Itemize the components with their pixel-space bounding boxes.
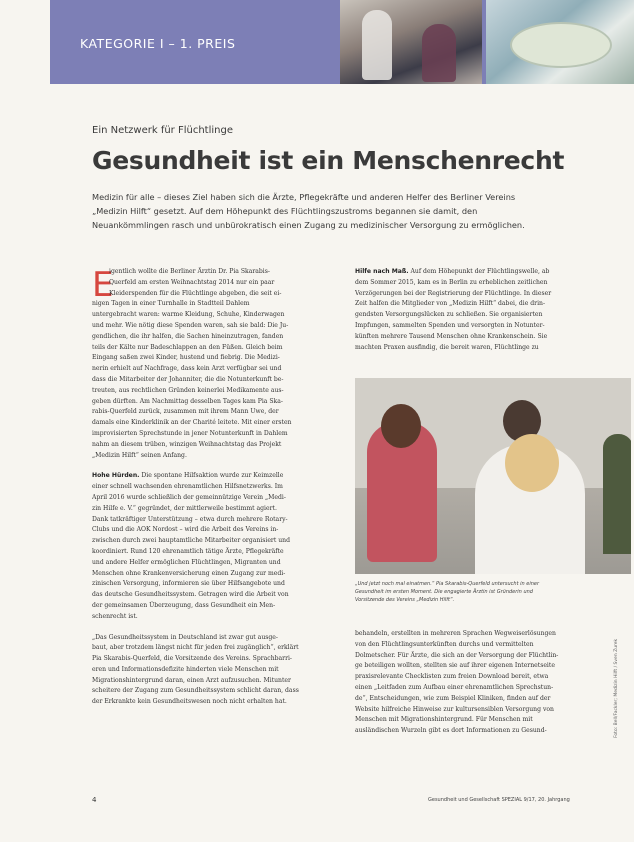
body-line: geben dürften. Am Nachmittag desselben Tages kam Pia Ska- bbox=[92, 397, 283, 405]
photo-second-boy bbox=[603, 434, 631, 554]
body-line: dass die Mitarbeiter der Johanniter, die die Notunterkunft be- bbox=[92, 375, 284, 383]
photo-credit: Foto: Bell/Fackler; Medizin Hilft / Sven Zurek bbox=[614, 638, 619, 738]
body-line: das deutsche Gesundheitssystem. Getragen wird die Arbeit von bbox=[92, 591, 289, 599]
body-line: Impfungen, sammelten Spenden und versorgten in Notunter- bbox=[355, 321, 545, 329]
header-photo-figure bbox=[362, 10, 392, 80]
body-line: zwischen durch zwei hauptamtliche Mitarbeiter organisiert und bbox=[92, 537, 290, 545]
caption-line: Vorsitzende des Vereins „Medizin Hilft“. bbox=[355, 597, 455, 603]
photo-child-head bbox=[381, 404, 421, 448]
body-line: baut, aber trotzdem längst nicht für jeden frei zugänglich“, erklärt bbox=[92, 644, 299, 652]
page-number: 4 bbox=[92, 796, 97, 804]
body-line: Dank tatkräftiger Unterstützung – etwa durch mehrere Rotary- bbox=[92, 515, 288, 523]
body-line: ge beteiligen wollten, stellten sie auf ihrer eigenen Internetseite bbox=[355, 662, 555, 670]
body-line: und mehr. Wie nötig diese Spenden waren, sah sie bald: Die Ju- bbox=[92, 321, 289, 329]
intro-line: „Medizin Hilft“ gesetzt. Auf dem Höhepunkt des Flüchtlingszustroms begannen sie damit, den bbox=[92, 206, 478, 216]
body-line: Menschen ohne Krankenversicherung einen Zugang zur medi- bbox=[92, 569, 286, 577]
body-line: dem Sommer 2015, kam es in Berlin zu erheblichen zeitlichen bbox=[355, 278, 548, 286]
right-column-bottom bbox=[355, 629, 605, 737]
body-line: eren und Informationsdefizite hinderten viele Menschen mit bbox=[92, 665, 279, 673]
body-line: Clubs und die AOK Nordost – wird die Arbeit des Vereins in- bbox=[92, 526, 279, 534]
body-line: Dolmetscher. Für Ärzte, die sich an der Versorgung der Flüchtlin- bbox=[355, 651, 559, 659]
body-line: teils der Kälte nur Badeschlappen an den Füßen. Gleich beim bbox=[92, 343, 283, 351]
body-line: „Das Gesundheitssystem in Deutschland ist zwar gut ausge- bbox=[92, 633, 278, 641]
body-line: Migrationshintergrund daran, einen Arzt aufzusuchen. Mitunter bbox=[92, 676, 291, 684]
body-line: der Erkrankte kein Gesundheitswesen noch nicht erhalten hat. bbox=[92, 698, 287, 706]
right-column-top bbox=[355, 267, 605, 353]
body-line: Kleiderspenden für die Flüchtlinge abgeben, die seit ei- bbox=[109, 289, 282, 297]
body-line: von den Flüchtlingsunterkünften durchs und vermittelten bbox=[355, 640, 534, 648]
subhead-hilfe-nach-mass: Hilfe nach Maß. bbox=[355, 268, 409, 275]
header-photo-doctor bbox=[340, 0, 482, 84]
body-line: zinischen Versorgung, informieren sie über Hilfsangebote und bbox=[92, 580, 285, 588]
body-line: gendsten Versorgungslücken zu schließen. Sie organisierten bbox=[355, 311, 543, 319]
intro-line: Neuankömmlingen rasch und unbürokratisch einen Zugang zu medizinischer Versorgung zu ermöglichen. bbox=[92, 220, 525, 230]
body-line: „Medizin Hilft“ seinen Anfang. bbox=[92, 451, 187, 459]
body-line: Eingang saßen zwei Kinder, hustend und fiebrig. Die Medizi- bbox=[92, 354, 280, 362]
header-photo-medical bbox=[486, 0, 634, 84]
body-line: de“, Entscheidungen, wie zum Beispiel Kliniken, finden auf der bbox=[355, 694, 551, 702]
body-line: koordiniert. Rund 120 ehrenamtlich tätige Ärzte, Pflegekräfte bbox=[92, 547, 284, 555]
article-kicker: Ein Netzwerk für Flüchtlinge bbox=[92, 125, 233, 136]
header-photo-plate bbox=[510, 22, 612, 68]
article-intro bbox=[92, 190, 572, 232]
body-line: Menschen mit Migrationshintergrund. Für Menschen mit bbox=[355, 716, 533, 724]
body-line: improvisierten Sprechstunde in jener Notunterkunft in Dahlem bbox=[92, 429, 288, 437]
body-line: damals eine Kinderklinik an der Charité leitete. Mit einer ersten bbox=[92, 419, 292, 427]
caption-line: Gesundheit im ersten Moment. Die engagierte Ärztin ist Gründerin und bbox=[355, 589, 533, 595]
body-line: nahm an diesem trüben, winzigen Weihnachtstag das Projekt bbox=[92, 440, 282, 448]
category-label: KATEGORIE I – 1. PREIS bbox=[80, 36, 236, 51]
body-text: Auf dem Höhepunkt der Flüchtlingswelle, ab bbox=[408, 268, 550, 275]
body-line bbox=[92, 471, 344, 482]
body-line: ausländischen Wurzeln gibt es dort Informationen zu Gesund- bbox=[355, 727, 547, 735]
body-line: nerin erhielt auf Nachfrage, dass kein Arzt verfügbar sei und bbox=[92, 365, 282, 373]
body-line: praxisrelevante Checklisten zum freien Download bereit, etwa bbox=[355, 673, 549, 681]
body-line: der gemeinsamen Überzeugung, dass Gesundheit ein Men- bbox=[92, 601, 276, 609]
body-line: einen „Leitfaden zum Aufbau einer ehrenamtlichen Sprechstun- bbox=[355, 683, 554, 691]
body-line: machten Praxen ausfindig, die bereit waren, Flüchtlinge zu bbox=[355, 343, 539, 351]
article-photo bbox=[355, 378, 631, 574]
subhead-hohe-huerden: Hohe Hürden. bbox=[92, 472, 140, 480]
body-line: treuten, aus rechtlichen Gründen keinerlei Medikamente aus- bbox=[92, 386, 284, 394]
body-line: Zeit halfen die Mitglieder von „Medizin Hilft“ dabei, die drin- bbox=[355, 300, 546, 308]
paragraph-gap bbox=[92, 623, 344, 633]
caption-line: „Und jetzt noch mal einatmen.“ Pia Skarabis-Querfeld untersucht in einer bbox=[355, 581, 540, 587]
body-line: einer schnell wachsenden ehrenamtlichen Hilfsnetzwerks. Im bbox=[92, 483, 283, 491]
photo-caption bbox=[355, 580, 605, 604]
body-line: April 2016 wurde schließlich der gemeinnützige Verein „Medi- bbox=[92, 493, 286, 501]
body-line: behandeln, erstellten in mehreren Sprachen Wegweiserlösungen bbox=[355, 630, 556, 637]
body-line: Querfeld am ersten Weihnachtstag 2014 nur ein paar bbox=[109, 278, 275, 286]
paragraph-gap bbox=[92, 461, 344, 471]
body-line: Verzögerungen bei der Registrierung der Flüchtlinge. In dieser bbox=[355, 289, 552, 297]
body-line: zin Hilfe e. V.“ gegründet, der mittlerweile bestimmt agiert. bbox=[92, 504, 277, 512]
body-line: Website hilfreiche Hinweise zur kultursensiblen Versorgung von bbox=[355, 705, 554, 713]
intro-line: Medizin für alle – dieses Ziel haben sich die Ärzte, Pflegekräfte und anderen Helfer des Berliner Vereins bbox=[92, 192, 516, 202]
body-line: scheitere der Zugang zum Gesundheitssystem schlicht daran, dass bbox=[92, 687, 299, 695]
body-text: Die spontane Hilfsaktion wurde zur Keimzelle bbox=[139, 472, 284, 480]
article-headline: Gesundheit ist ein Menschenrecht bbox=[92, 146, 565, 175]
body-line: untergebracht waren: warme Kleidung, Schuhe, Kinderwagen bbox=[92, 311, 285, 319]
body-line: nigen Tagen in einer Turnhalle in Stadtteil Dahlem bbox=[92, 300, 250, 308]
left-column bbox=[92, 267, 344, 708]
body-line bbox=[355, 267, 605, 278]
header-photo-patient bbox=[422, 24, 456, 82]
footer-source: Gesundheit und Gesellschaft SPEZIAL 9/17, 20. Jahrgang bbox=[428, 797, 570, 803]
body-line: rabis-Querfeld zurück, zusammen mit ihrem Mann Uwe, der bbox=[92, 408, 279, 416]
body-line: künften mehrere Tausend Menschen ohne Krankenschein. Sie bbox=[355, 332, 548, 340]
body-line: gendlichen, die ihr halfen, die Sachen hineinzutragen, fanden bbox=[92, 332, 284, 340]
body-line: Pia Skarabis-Querfeld, die Vorsitzende des Vereins. Sprachbarri- bbox=[92, 655, 292, 663]
body-line: igentlich wollte die Berliner Ärztin Dr. Pia Skarabis- bbox=[109, 268, 270, 275]
drop-cap: E bbox=[92, 265, 114, 305]
photo-doctor-head bbox=[505, 434, 559, 492]
body-line: schenrecht ist. bbox=[92, 612, 138, 620]
body-line: und andere Helfer ermöglichen Flüchtlingen, Migranten und bbox=[92, 558, 281, 566]
